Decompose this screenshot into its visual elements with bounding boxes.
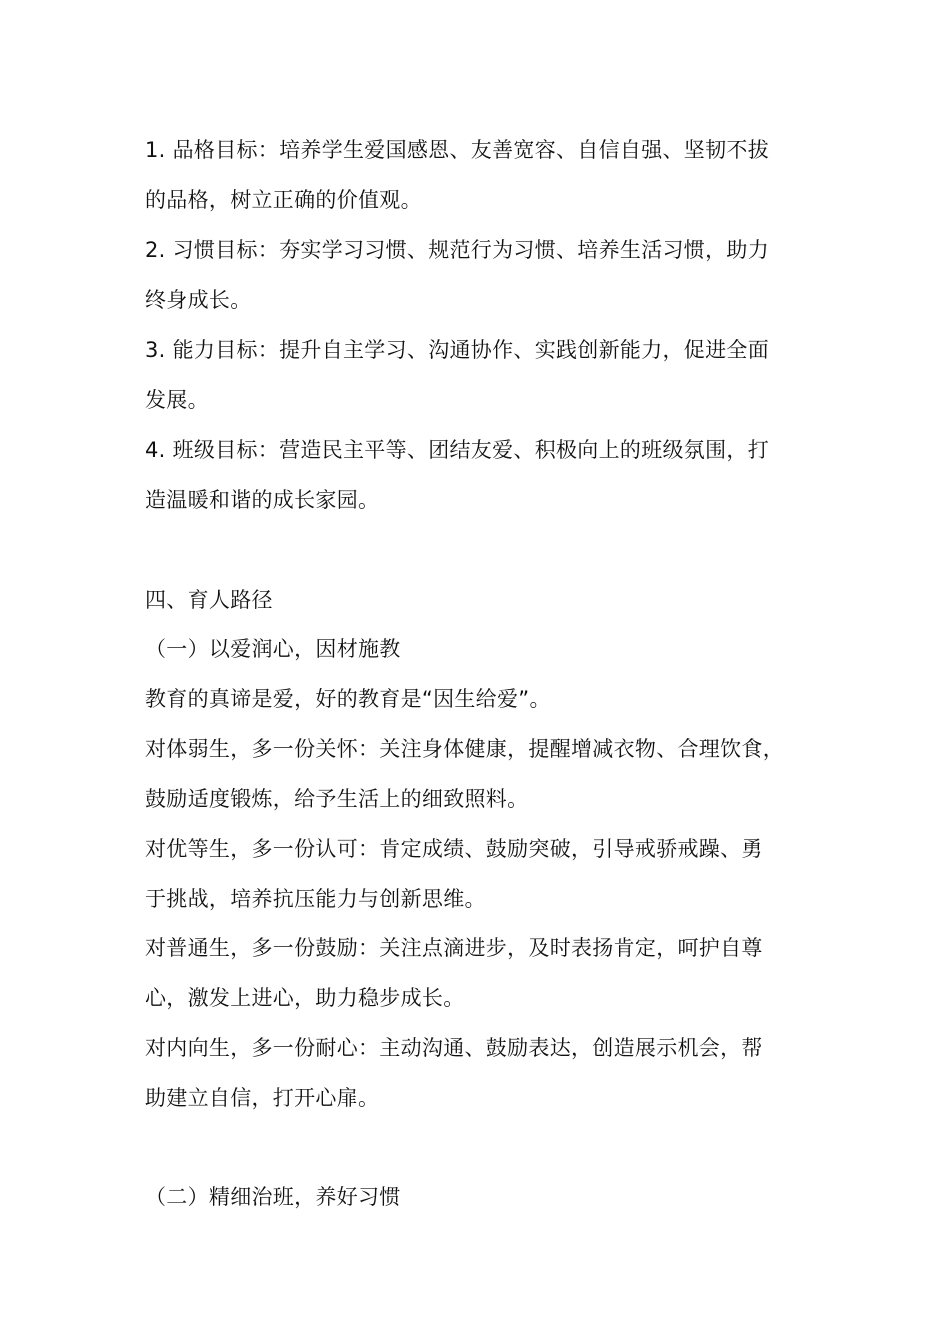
student-weak-line-1: 对体弱生，多一份关怀：关注身体健康，提醒增减衣物、合理饮食， [145, 737, 784, 761]
intro-paragraph: 教育的真谛是爱，好的教育是“因生给爱”。 [145, 687, 551, 711]
goal-habit-line-1: 2. 习惯目标：夯实学习习惯、规范行为习惯、培养生活习惯，助力 [145, 238, 770, 262]
student-weak-line-2: 鼓励适度锻炼，给予生活上的细致照料。 [145, 787, 529, 811]
student-average-line-1: 对普通生，多一份鼓励：关注点滴进步，及时表扬肯定，呵护自尊 [145, 936, 763, 960]
goal-character-line-2: 的品格，树立正确的价值观。 [145, 188, 422, 212]
student-average-line-2: 心，激发上进心，助力稳步成长。 [145, 986, 465, 1010]
subsection-heading-1: （一）以爱润心，因材施教 [145, 637, 401, 661]
subsection-heading-2: （二）精细治班，养好习惯 [145, 1185, 401, 1209]
student-introvert-line-2: 助建立自信，打开心扉。 [145, 1086, 380, 1110]
goal-class-line-1: 4. 班级目标：营造民主平等、团结友爱、积极向上的班级氛围，打 [145, 438, 770, 462]
student-top-line-1: 对优等生，多一份认可：肯定成绩、鼓励突破，引导戒骄戒躁、勇 [145, 837, 763, 861]
section-heading: 四、育人路径 [145, 588, 273, 612]
student-top-line-2: 于挑战，培养抗压能力与创新思维。 [145, 887, 486, 911]
student-introvert-line-1: 对内向生，多一份耐心：主动沟通、鼓励表达，创造展示机会，帮 [145, 1036, 763, 1060]
goal-ability-line-2: 发展。 [145, 388, 209, 412]
goal-class-line-2: 造温暖和谐的成长家园。 [145, 488, 380, 512]
goal-character-line-1: 1. 品格目标：培养学生爱国感恩、友善宽容、自信自强、坚韧不拔 [145, 138, 770, 162]
goal-ability-line-1: 3. 能力目标：提升自主学习、沟通协作、实践创新能力，促进全面 [145, 338, 770, 362]
goal-habit-line-2: 终身成长。 [145, 288, 252, 312]
